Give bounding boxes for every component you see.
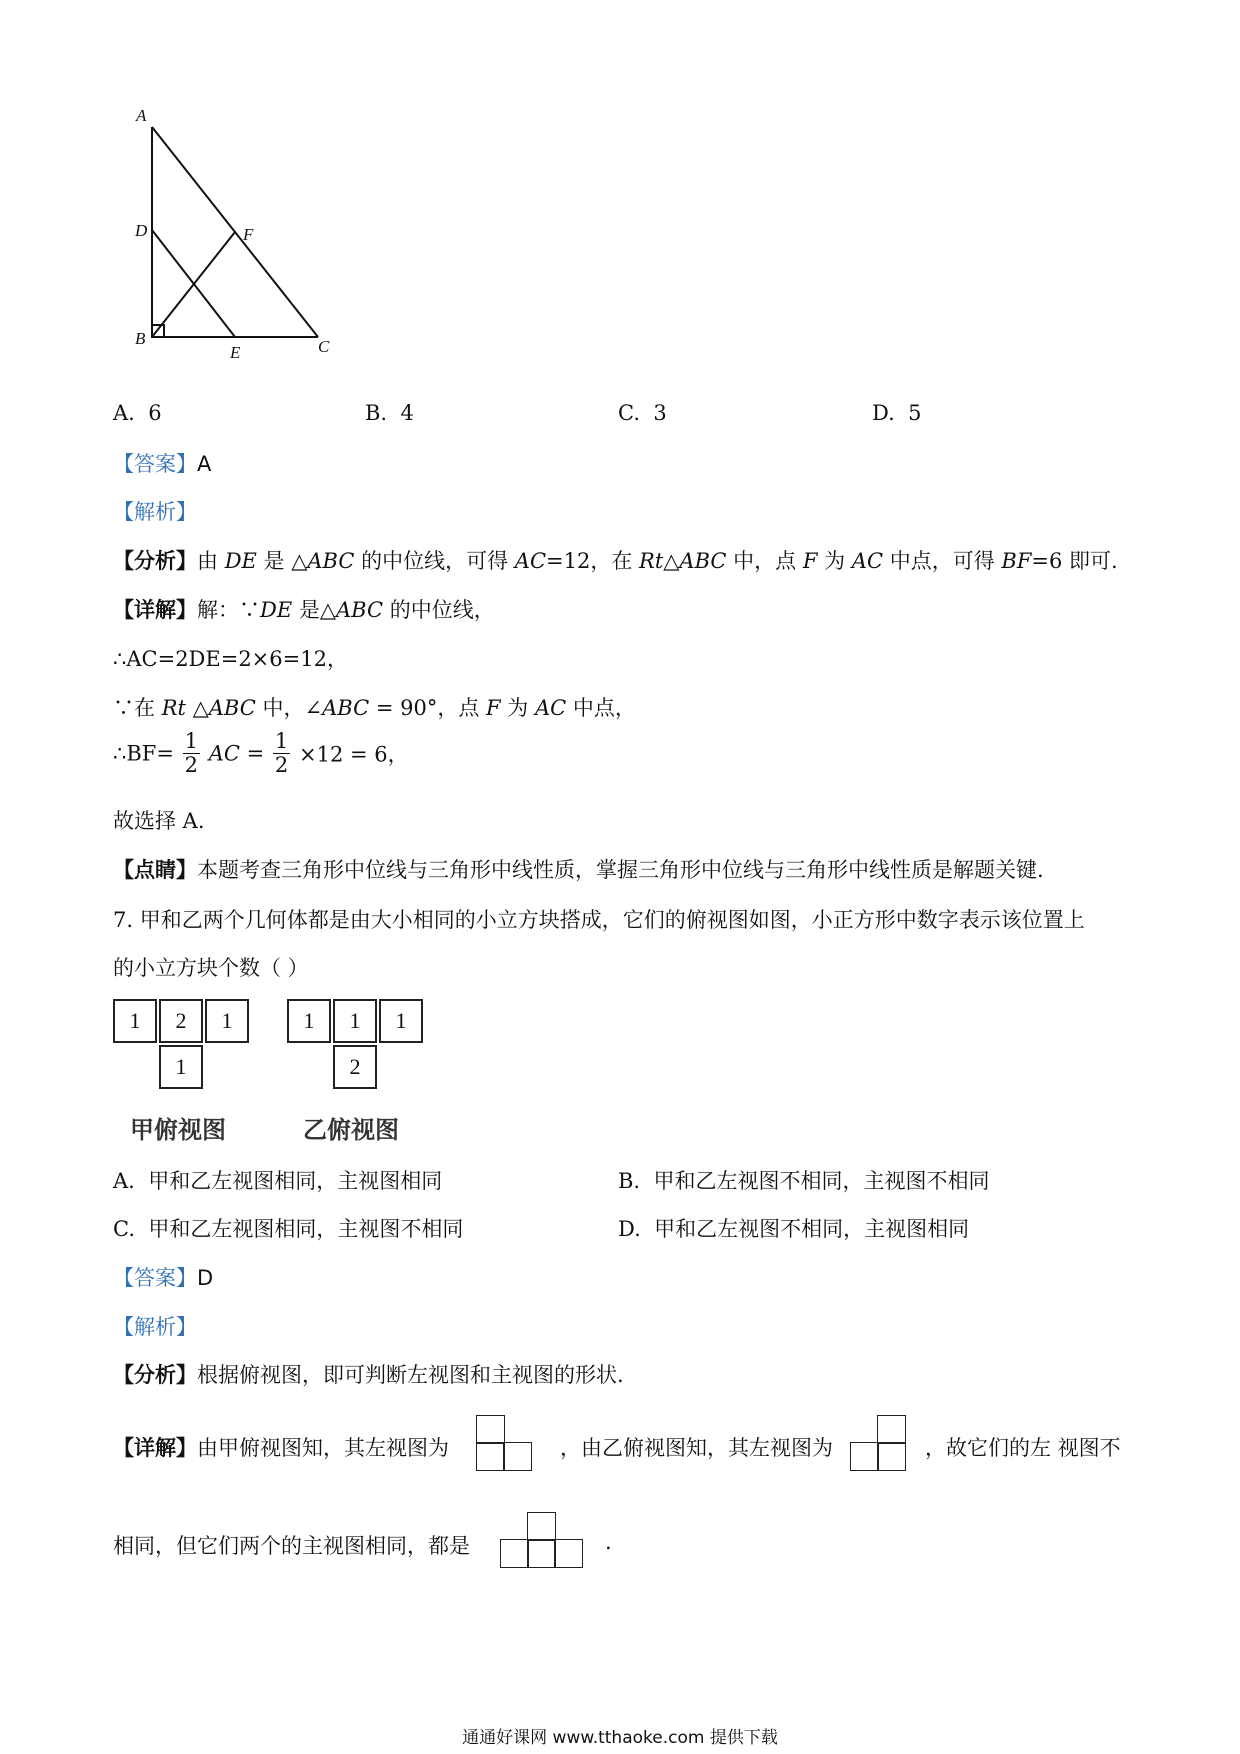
yi-cell: 2	[333, 1045, 377, 1089]
yi-cell: 1	[379, 999, 423, 1043]
q7-stem-line1: 7. 甲和乙两个几何体都是由大小相同的小立方块搭成，它们的俯视图如图，小正方形中数字表示该位置上	[113, 908, 1085, 932]
q6-detail-line2: ∴AC=2DE=2×6=12，	[113, 647, 348, 671]
q7-detail-end: .	[605, 1530, 612, 1554]
yi-cell: 1	[333, 999, 377, 1043]
answer-value: D	[197, 1266, 214, 1290]
jia-cell: 1	[159, 1045, 203, 1089]
q6-dianjing: 【点睛】本题考查三角形中位线与三角形中线性质，掌握三角形中位线与三角形中线性质是解题关键.	[113, 857, 1044, 882]
q6-detail-line4: ∴BF= $\frac{1}{2}$ AC = $\frac{1}{2}$ ×12 = 6，	[113, 729, 409, 778]
q6-fenxi: 【分析】由 DE 是 △ABC 的中位线，可得 AC=12，在 Rt△ABC 中，点 F 为 AC 中点，可得 BF=6 即可.	[113, 548, 1118, 573]
q7-detail-line2: 相同，但它们两个的主视图相同，都是	[113, 1534, 470, 1558]
jia-cell: 1	[205, 999, 249, 1043]
page-footer: 通通好课网 www.tthaoke.com 提供下载	[462, 1728, 778, 1748]
q6-detail-line1: 【详解】解：∵DE 是△ABC 的中位线，	[113, 597, 495, 622]
q7-option-c: C. 甲和乙左视图相同，主视图不相同	[113, 1217, 464, 1241]
label-a: A	[136, 106, 147, 125]
q6-option-a: A. 6	[113, 401, 162, 425]
jia-caption: 甲俯视图	[130, 1116, 226, 1144]
q7-fenxi: 【分析】根据俯视图，即可判断左视图和主视图的形状.	[113, 1362, 624, 1387]
label-e: E	[230, 343, 241, 362]
yi-caption: 乙俯视图	[303, 1116, 399, 1144]
q6-analysis-tag: 【解析】	[113, 500, 197, 524]
answer-value: A	[197, 452, 212, 476]
q6-detail-line5: 故选择 A.	[113, 809, 205, 833]
q7-detail-b: ，由乙俯视图知，其左视图为	[560, 1436, 833, 1460]
jia-cell: 1	[113, 999, 157, 1043]
q7-option-b: B. 甲和乙左视图不相同，主视图不相同	[618, 1169, 990, 1193]
q7-detail-line1: 【详解】由甲俯视图知，其左视图为	[113, 1435, 449, 1460]
label-d: D	[135, 221, 148, 240]
q7-option-a: A. 甲和乙左视图相同，主视图相同	[113, 1169, 443, 1193]
q6-option-d: D. 5	[872, 401, 922, 425]
label-f: F	[243, 225, 254, 244]
answer-tag: 【答案】	[113, 452, 197, 476]
q6-option-c: C. 3	[618, 401, 667, 425]
q7-option-d: D. 甲和乙左视图不相同，主视图相同	[618, 1217, 970, 1241]
q7-stem-line2: 的小立方块个数（ ）	[113, 956, 309, 980]
label-b: B	[135, 329, 146, 348]
q6-detail-line3: ∵在 Rt △ABC 中，∠ABC = 90°，点 F 为 AC 中点，	[113, 696, 636, 720]
q6-answer	[113, 448, 211, 478]
q7-detail-c: ，故它们的左 视图不	[925, 1436, 1121, 1460]
q6-option-b: B. 4	[365, 401, 414, 425]
q7-answer	[113, 1262, 213, 1292]
answer-tag: 【答案】	[113, 1266, 197, 1290]
yi-cell: 1	[287, 999, 331, 1043]
label-c: C	[318, 337, 330, 356]
q7-analysis-tag: 【解析】	[113, 1315, 197, 1339]
jia-cell: 2	[159, 999, 203, 1043]
